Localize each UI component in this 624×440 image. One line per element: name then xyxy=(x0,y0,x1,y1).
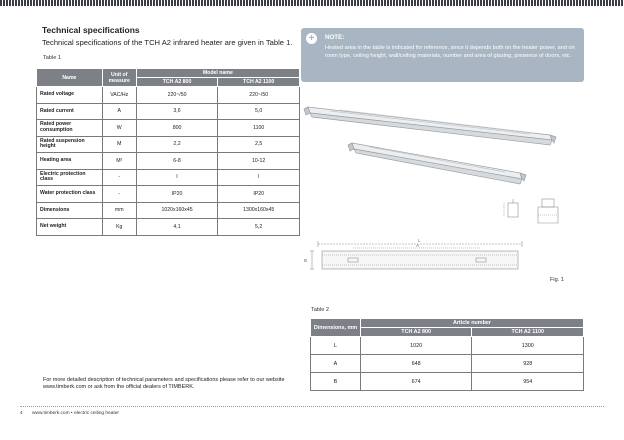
table-row xyxy=(37,186,300,203)
heater-illustration-small xyxy=(348,143,526,184)
spec-cell-unit: - xyxy=(102,169,136,186)
spec-cell-value: 6-8 xyxy=(136,153,218,170)
page-footer xyxy=(20,411,119,416)
dim-cell-label: L xyxy=(311,337,361,355)
figure-caption: Fig. 1 xyxy=(550,277,564,283)
dim-cell-value: 674 xyxy=(360,373,472,391)
spec-cell-unit: - xyxy=(102,186,136,203)
spec-cell-unit: W xyxy=(102,120,136,137)
spec-cell-value: 1100 xyxy=(218,120,300,137)
spec-cell-unit: M² xyxy=(102,153,136,170)
table-row xyxy=(37,120,300,137)
spec-cell-value: IP20 xyxy=(218,186,300,203)
dim-header-dimensions: Dimensions, mm xyxy=(311,319,361,337)
spec-header-model-group: Model name xyxy=(136,69,299,78)
spec-cell-unit: Kg xyxy=(102,219,136,236)
spec-cell-name: Heating area xyxy=(37,153,103,170)
section-title: Technical specifications xyxy=(42,25,140,35)
dim-label-a: A xyxy=(416,243,420,248)
table-row xyxy=(311,355,584,373)
plus-icon: + xyxy=(306,33,317,44)
footer-text: www.timberk.com • electric ceiling heater xyxy=(32,411,120,416)
footer-note: For more detailed description of technical parameters and specifications please refer to our website www.timberk.com or ask from the official dealers of TIMBERK. xyxy=(43,377,285,390)
spec-cell-name: Electric protection class xyxy=(37,169,103,186)
spec-cell-unit: VAC/Hz xyxy=(102,87,136,104)
section-subtitle: Technical specifications of the TCH A2 infrared heater are given in Table 1. xyxy=(42,38,293,47)
spec-cell-name: Net weight xyxy=(37,219,103,236)
table-row xyxy=(37,153,300,170)
spec-cell-value: I xyxy=(136,169,218,186)
spec-cell-value: IP20 xyxy=(136,186,218,203)
spec-cell-value: 220~/50 xyxy=(136,87,218,104)
spec-cell-name: Rated power consumption xyxy=(37,120,103,137)
table-row xyxy=(37,169,300,186)
spec-cell-value: 2,2 xyxy=(136,136,218,153)
spec-cell-value: 1020x160x45 xyxy=(136,202,218,219)
spec-cell-value: 4,1 xyxy=(136,219,218,236)
table-row xyxy=(37,219,300,236)
spec-cell-value: 3,6 xyxy=(136,103,218,120)
spec-cell-name: Rated current xyxy=(37,103,103,120)
spec-cell-value: I xyxy=(218,169,300,186)
table-row xyxy=(37,136,300,153)
top-decorative-bar xyxy=(0,0,624,6)
spec-cell-value: 1300x160x45 xyxy=(218,202,300,219)
dim-cell-value: 1020 xyxy=(360,337,472,355)
dim-header-group: Article number xyxy=(360,319,583,328)
spec-table xyxy=(36,68,300,236)
spec-cell-unit: A xyxy=(102,103,136,120)
table2-caption: Table 2 xyxy=(311,307,330,313)
table-row xyxy=(311,373,584,391)
table-row xyxy=(37,87,300,104)
dim-label-b: B xyxy=(304,258,308,263)
dim-header-model1: TCH A2 800 xyxy=(360,328,472,337)
dim-cell-label: B xyxy=(311,373,361,391)
spec-cell-value: 10-12 xyxy=(218,153,300,170)
dim-cell-value: 954 xyxy=(472,373,584,391)
dim-label-l: L xyxy=(418,238,421,243)
spec-header-name: Name xyxy=(37,69,103,87)
note-text: Heated area in the table is indicated for reference, since it depends both on the heater power, and on room type, ceiling height, wall/ceiling materials, number and area of glazing, presence of doors, etc. xyxy=(325,45,575,59)
spec-cell-value: 800 xyxy=(136,120,218,137)
page-number: 4 xyxy=(20,411,23,416)
dim-cell-value: 928 xyxy=(472,355,584,373)
spec-cell-name: Water protection class xyxy=(37,186,103,203)
spec-header-model2: TCH A2 1100 xyxy=(218,78,300,87)
dim-cell-value: 1300 xyxy=(472,337,584,355)
dim-header-model2: TCH A2 1100 xyxy=(472,328,584,337)
dim-cell-value: 648 xyxy=(360,355,472,373)
spec-header-unit: Unit of measure xyxy=(102,69,136,87)
heater-drawing xyxy=(300,95,584,275)
table-row xyxy=(37,103,300,120)
footer-divider xyxy=(20,406,604,407)
table-row xyxy=(37,202,300,219)
spec-cell-unit: mm xyxy=(102,202,136,219)
spec-cell-name: Rated voltage xyxy=(37,87,103,104)
profile-drawing xyxy=(504,199,558,223)
note-title: NOTE: xyxy=(325,34,345,41)
table1-caption: Table 1 xyxy=(43,55,62,61)
spec-cell-value: 5,2 xyxy=(218,219,300,236)
dim-cell-label: A xyxy=(311,355,361,373)
note-box xyxy=(301,28,584,82)
table-row xyxy=(311,337,584,355)
spec-cell-unit: M xyxy=(102,136,136,153)
spec-cell-value: 2,5 xyxy=(218,136,300,153)
heater-illustration-large xyxy=(304,107,556,145)
spec-cell-value: 5,0 xyxy=(218,103,300,120)
spec-header-model1: TCH A2 800 xyxy=(136,78,218,87)
dimensions-table xyxy=(310,318,584,391)
spec-cell-name: Dimensions xyxy=(37,202,103,219)
spec-cell-value: 220~/50 xyxy=(218,87,300,104)
spec-cell-name: Rated suspension height xyxy=(37,136,103,153)
